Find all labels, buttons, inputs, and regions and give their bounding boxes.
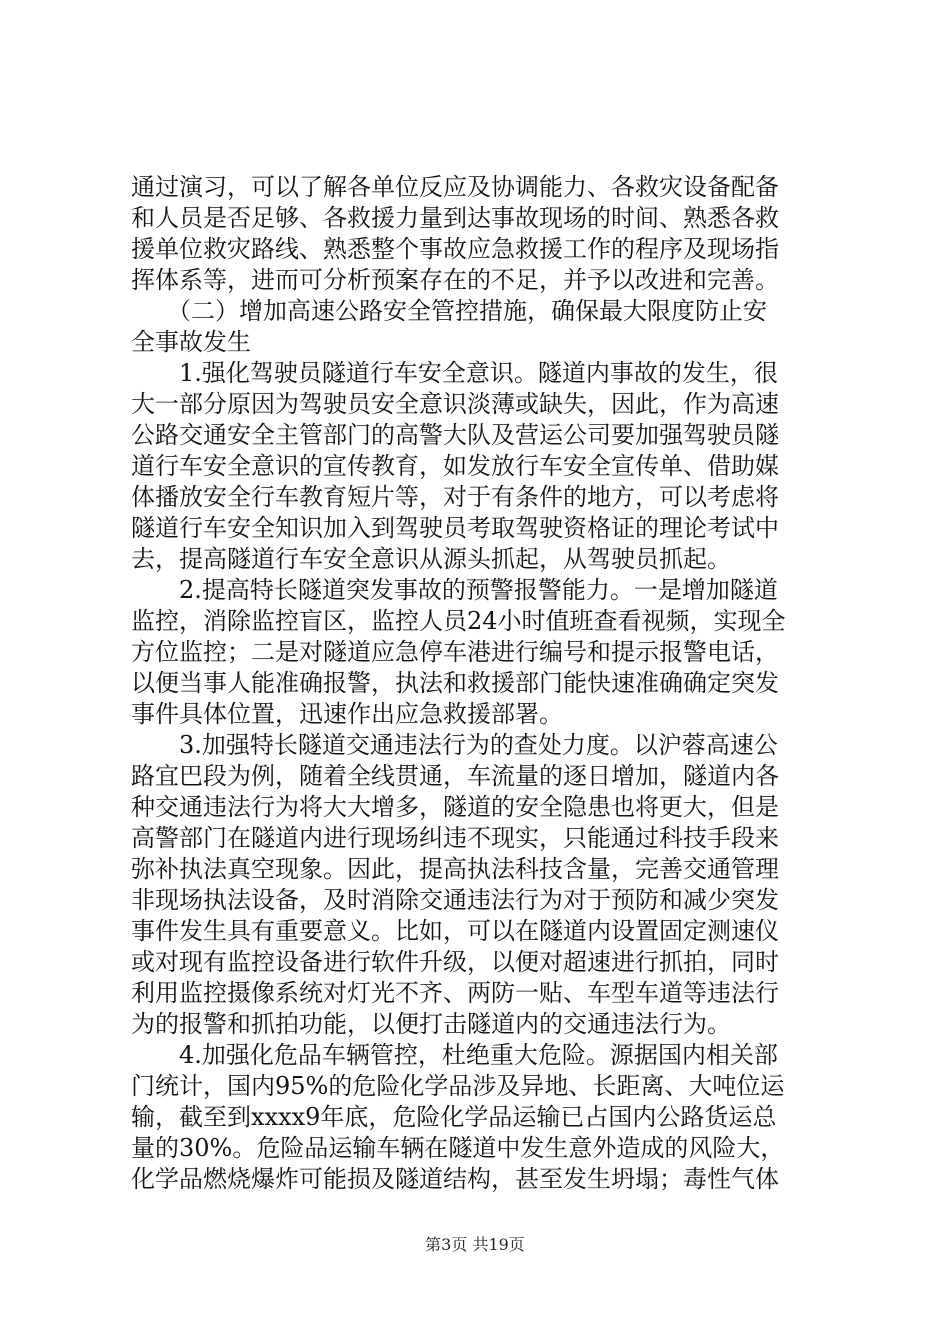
text-line: 种交通违法行为将大大增多，隧道的安全隐患也将更大，但是 xyxy=(131,793,779,821)
text-line: 1.强化驾驶员隧道行车安全意识。隧道内事故的发生，很 xyxy=(131,359,778,387)
text-line: 门统计，国内95%的危险化学品涉及异地、长距离、大吨位运 xyxy=(131,1072,785,1100)
text-line: 隧道行车安全知识加入到驾驶员考取驾驶资格证的理论考试中 xyxy=(131,514,779,542)
text-line: 非现场执法设备，及时消除交通违法行为对于预防和减少突发 xyxy=(131,886,779,914)
body-text xyxy=(131,172,831,1195)
text-line: 方位监控；二是对隧道应急停车港进行编号和提示报警电话， xyxy=(131,638,779,666)
text-line: 体播放安全行车教育短片等，对于有条件的地方，可以考虑将 xyxy=(131,483,779,511)
text-line: 通过演习，可以了解各单位反应及协调能力、各救灾设备配备 xyxy=(131,173,779,201)
page-footer: 第3页 共19页 xyxy=(425,1235,525,1254)
text-line: 化学品燃烧爆炸可能损及隧道结构，甚至发生坍塌；毒性气体 xyxy=(131,1165,779,1193)
section-heading-line: （二）增加高速公路安全管控措施，确保最大限度防止安 xyxy=(131,297,767,325)
text-line: 弥补执法真空现象。因此，提高执法科技含量，完善交通管理 xyxy=(131,855,779,883)
text-line: 道行车安全意识的宣传教育，如发放行车安全宣传单、借助媒 xyxy=(131,452,779,480)
text-line: 或对现有监控设备进行软件升级，以便对超速进行抓拍，同时 xyxy=(131,948,779,976)
text-line: 高警部门在隧道内进行现场纠违不现实，只能通过科技手段来 xyxy=(131,824,779,852)
text-line: 事件发生具有重要意义。比如，可以在隧道内设置固定测速仪 xyxy=(131,917,779,945)
section-heading-line: 全事故发生 xyxy=(131,328,251,356)
text-line: 挥体系等，进而可分析预案存在的不足，并予以改进和完善。 xyxy=(131,266,779,294)
text-line: 事件具体位置，迅速作出应急救援部署。 xyxy=(131,700,563,728)
text-line: 利用监控摄像系统对灯光不齐、两防一贴、车型车道等违法行 xyxy=(131,979,779,1007)
text-line: 4.加强化危品车辆管控，杜绝重大危险。源据国内相关部 xyxy=(131,1041,778,1069)
text-line: 和人员是否足够、各救援力量到达事故现场的时间、熟悉各救 xyxy=(131,204,779,232)
text-line: 公路交通安全主管部门的高警大队及营运公司要加强驾驶员隧 xyxy=(131,421,779,449)
text-line: 大一部分原因为驾驶员安全意识淡薄或缺失，因此，作为高速 xyxy=(131,390,779,418)
text-line: 2.提高特长隧道突发事故的预警报警能力。一是增加隧道 xyxy=(131,576,778,604)
text-line: 为的报警和抓拍功能，以便打击隧道内的交通违法行为。 xyxy=(131,1010,731,1038)
text-line: 输，截至到xxxx9年底，危险化学品运输已占国内公路货运总 xyxy=(131,1103,777,1131)
text-line: 去，提高隧道行车安全意识从源头抓起，从驾驶员抓起。 xyxy=(131,545,731,573)
text-line: 监控，消除监控盲区，监控人员24小时值班查看视频，实现全 xyxy=(131,607,786,635)
text-line: 路宜巴段为例，随着全线贯通，车流量的逐日增加，隧道内各 xyxy=(131,762,779,790)
text-line: 量的30%。危险品运输车辆在隧道中发生意外造成的风险大， xyxy=(131,1134,785,1162)
text-line: 以便当事人能准确报警，执法和救援部门能快速准确确定突发 xyxy=(131,669,779,697)
text-line: 援单位救灾路线、熟悉整个事故应急救援工作的程序及现场指 xyxy=(131,235,779,263)
text-line: 3.加强特长隧道交通违法行为的查处力度。以沪蓉高速公 xyxy=(131,731,778,759)
